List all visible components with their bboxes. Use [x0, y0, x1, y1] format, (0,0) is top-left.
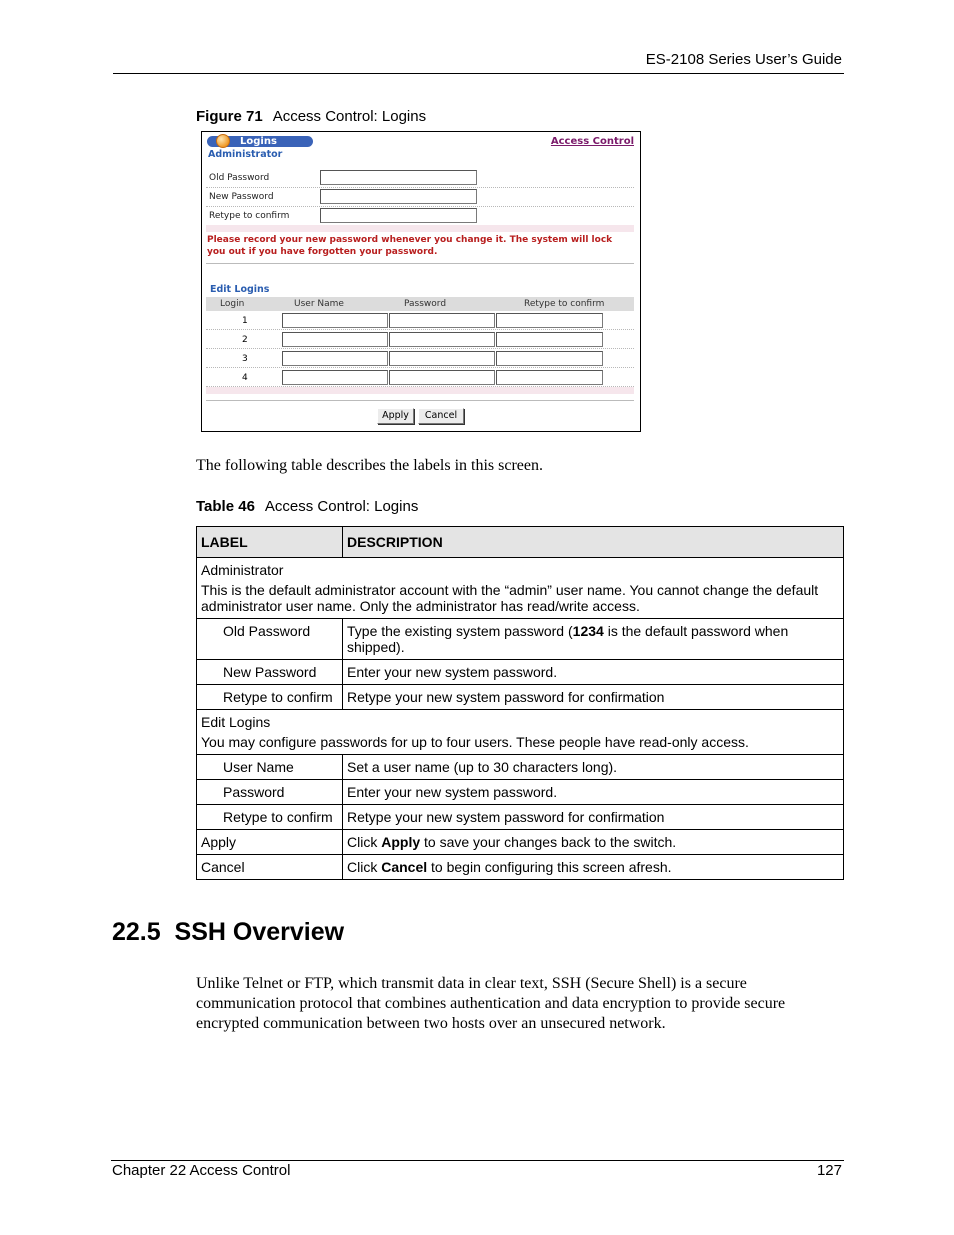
table-row [197, 558, 844, 619]
row-label: Cancel [197, 855, 343, 880]
edit-logins-header [206, 297, 634, 311]
old-password-row [206, 169, 634, 188]
desc-text: Click [347, 834, 382, 850]
table-caption [196, 498, 418, 515]
page-number: 127 [816, 1162, 842, 1179]
login-number: 4 [242, 373, 248, 383]
desc-text: to save your changes back to the switch. [420, 834, 677, 850]
row-label: New Password [197, 660, 343, 685]
row-label: Apply [197, 830, 343, 855]
retype-password-row [206, 207, 634, 226]
tab-orb-icon [216, 134, 230, 148]
row-description: Retype your new system password for confirmation [343, 805, 844, 830]
header-description: DESCRIPTION [343, 527, 844, 558]
row-description [343, 619, 844, 660]
login-row [206, 311, 634, 330]
apply-button[interactable]: Apply [377, 408, 414, 424]
retype-input[interactable] [496, 370, 603, 385]
user-name-input[interactable] [282, 313, 388, 328]
table-row [197, 805, 844, 830]
divider-band [206, 225, 634, 232]
retype-input[interactable] [496, 313, 603, 328]
row-label: Retype to confirm [197, 805, 343, 830]
desc-text: is the default password when shipped). [347, 623, 789, 655]
desc-text: to begin configuring this screen afresh. [427, 859, 672, 875]
logins-tab-label: Logins [240, 136, 277, 147]
old-password-label: Old Password [209, 173, 270, 183]
col-login: Login [220, 299, 245, 309]
intro-text: The following table describes the labels in this screen. [196, 457, 544, 474]
retype-password-label: Retype to confirm [209, 211, 290, 221]
divider-band [206, 387, 634, 394]
login-row [206, 349, 634, 368]
figure-title: Access Control: Logins [272, 108, 427, 125]
login-row [206, 368, 634, 387]
table-label: Table 46 [196, 498, 255, 515]
row-description: Retype your new system password for confirmation [343, 685, 844, 710]
password-input[interactable] [389, 313, 495, 328]
section-heading: 22.5 SSH Overview [112, 918, 345, 946]
table-row [197, 780, 844, 805]
footer-chapter: Chapter 22 Access Control [112, 1162, 291, 1179]
row-description: Enter your new system password. [343, 660, 844, 685]
password-warning: Please record your new password whenever you change it. The system will lock you out if you have forgotten your password. [207, 235, 613, 257]
administrator-group-text: This is the default administrator account with the “admin” user name. You cannot change the default administrator user name. Only the administrator has read/write access. [201, 582, 819, 614]
figure-label: Figure 71 [196, 108, 263, 125]
new-password-input[interactable] [320, 189, 477, 204]
col-user-name: User Name [294, 299, 344, 309]
login-number: 1 [242, 316, 248, 326]
footer-rule [111, 1160, 844, 1161]
row-label: Old Password [197, 619, 343, 660]
retype-input[interactable] [496, 351, 603, 366]
new-password-label: New Password [209, 192, 274, 202]
logins-screenshot [201, 131, 641, 432]
row-label: Password [197, 780, 343, 805]
user-name-input[interactable] [282, 351, 388, 366]
desc-text: Click [347, 859, 382, 875]
row-description [343, 830, 844, 855]
password-input[interactable] [389, 332, 495, 347]
figure-caption [196, 108, 426, 125]
section-paragraph: Unlike Telnet or FTP, which transmit data in clear text, SSH (Secure Shell) is a secure communication protocol that combines authentication and data encryption to provide secure encrypted communication between two hosts over an unsecured network. [196, 975, 786, 1032]
table-row [197, 855, 844, 880]
col-password: Password [404, 299, 447, 309]
desc-bold: Cancel [381, 859, 428, 875]
row-description: Set a user name (up to 30 characters long). [343, 755, 844, 780]
divider-line [206, 400, 634, 401]
desc-bold: 1234 [572, 623, 604, 639]
col-retype: Retype to confirm [524, 299, 605, 309]
edit-logins-group-text: You may configure passwords for up to four users. These people have read-only access. [201, 734, 749, 750]
user-name-input[interactable] [282, 370, 388, 385]
retype-password-input[interactable] [320, 208, 477, 223]
divider-line [206, 263, 634, 264]
new-password-row [206, 188, 634, 207]
table-row [197, 619, 844, 660]
edit-logins-section-title: Edit Logins [210, 284, 270, 295]
table-header-row [197, 527, 844, 558]
password-input[interactable] [389, 370, 495, 385]
password-input[interactable] [389, 351, 495, 366]
access-control-link[interactable]: Access Control [550, 136, 634, 147]
desc-text: Type the existing system password ( [347, 623, 573, 639]
header-label: LABEL [197, 527, 343, 558]
cancel-button[interactable]: Cancel [418, 408, 464, 424]
edit-logins-group-cell [197, 710, 844, 755]
table-title: Access Control: Logins [264, 498, 419, 515]
retype-input[interactable] [496, 332, 603, 347]
row-description: Enter your new system password. [343, 780, 844, 805]
table-row [197, 755, 844, 780]
header-rule [113, 73, 844, 74]
login-number: 2 [242, 335, 248, 345]
user-name-input[interactable] [282, 332, 388, 347]
table-row [197, 830, 844, 855]
administrator-section-title: Administrator [208, 149, 283, 160]
login-number: 3 [242, 354, 248, 364]
edit-logins-group-title: Edit Logins [201, 714, 271, 730]
administrator-group-title: Administrator [201, 562, 284, 578]
table-row [197, 710, 844, 755]
table-row [197, 685, 844, 710]
row-label: User Name [197, 755, 343, 780]
row-description [343, 855, 844, 880]
administrator-group-cell [197, 558, 844, 619]
labels-table [196, 526, 844, 880]
table-row [197, 660, 844, 685]
desc-bold: Apply [381, 834, 421, 850]
old-password-input[interactable] [320, 170, 477, 185]
running-header: ES-2108 Series User’s Guide [645, 51, 842, 68]
row-label: Retype to confirm [197, 685, 343, 710]
login-row [206, 330, 634, 349]
